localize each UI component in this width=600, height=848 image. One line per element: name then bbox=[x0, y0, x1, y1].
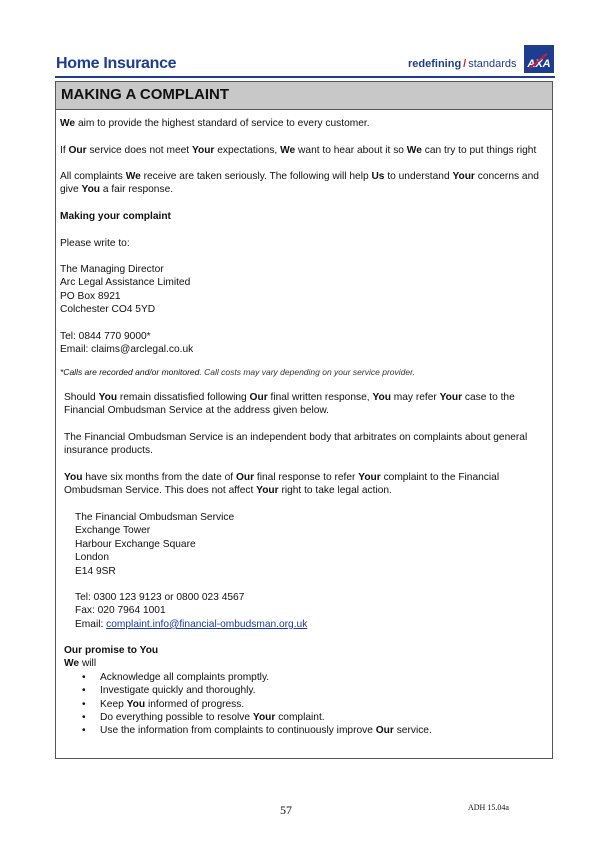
text-run: concerns and give bbox=[60, 171, 539, 196]
fos-contact-block bbox=[75, 591, 560, 631]
we-will-line bbox=[64, 657, 549, 670]
arc-address-line: The Managing Director bbox=[60, 264, 164, 275]
text-run: Acknowledge all complaints promptly. bbox=[100, 671, 270, 683]
calls-note-italic: *Calls are recorded and/or monitored. bbox=[60, 367, 202, 377]
arc-tel: Tel: 0844 770 9000* bbox=[60, 331, 151, 342]
fos-email-label: Email: bbox=[75, 618, 107, 630]
section-heading: MAKING A COMPLAINT bbox=[61, 86, 230, 103]
brand-tagline bbox=[408, 58, 517, 70]
emphasis-term: Your bbox=[252, 712, 276, 724]
arc-address-line: PO Box 8921 bbox=[60, 290, 121, 302]
text-run: Do everything possible to resolve bbox=[100, 712, 253, 724]
document-title: Home Insurance bbox=[56, 55, 177, 72]
text-run: All complaints bbox=[60, 171, 126, 182]
ombudsman-description-paragraph: The Financial Ombudsman Service is an independent body that arbitrates on complaints about general insurance products. bbox=[64, 432, 528, 457]
text-run: can try to put things right bbox=[421, 145, 537, 156]
emphasis-term: We bbox=[280, 145, 296, 156]
promise-list-item bbox=[64, 671, 549, 684]
emphasis-term: You bbox=[372, 392, 391, 403]
emphasis-term: We bbox=[406, 145, 422, 156]
tagline-rest: standards bbox=[468, 58, 517, 70]
tagline-bold: redefining bbox=[408, 58, 462, 70]
emphasis-term: We bbox=[125, 171, 141, 182]
text-run: complaint to the Financial Ombudsman Service. This does not affect bbox=[64, 472, 500, 497]
arc-email: Email: claims@arclegal.co.uk bbox=[60, 344, 194, 356]
logo-text: AXA bbox=[527, 58, 551, 70]
fos-email-row bbox=[75, 618, 560, 631]
text-run: service. bbox=[393, 725, 432, 737]
header-rule bbox=[55, 76, 555, 78]
text-run: If bbox=[60, 145, 69, 156]
fos-address-block bbox=[75, 511, 560, 578]
text-run: expectations, bbox=[214, 145, 281, 156]
emphasis-term: We bbox=[60, 118, 76, 129]
text-run: a fair response. bbox=[100, 184, 174, 196]
promise-list-item bbox=[64, 698, 549, 711]
text-run: complaint. bbox=[275, 712, 325, 724]
text-run: service does not meet bbox=[86, 145, 192, 156]
emphasis-term: You bbox=[64, 472, 83, 483]
intro-paragraph-3 bbox=[60, 170, 545, 197]
fos-fax: Fax: 020 7964 1001 bbox=[75, 605, 166, 617]
document-code: ADH 15.04a bbox=[468, 803, 509, 812]
emphasis-term: Your bbox=[358, 472, 381, 483]
fos-address-line: E14 9SR bbox=[75, 565, 116, 577]
promise-list-item bbox=[64, 711, 549, 724]
emphasis-term: Our bbox=[68, 145, 87, 156]
calls-note bbox=[60, 366, 545, 379]
fos-email-link[interactable]: complaint.info@financial-ombudsman.org.uk bbox=[106, 618, 308, 630]
text-run: to understand bbox=[384, 171, 453, 182]
section-heading-bar bbox=[56, 82, 552, 110]
text-run: final response to refer bbox=[254, 472, 359, 483]
emphasis-term: Us bbox=[371, 171, 385, 182]
arc-address-block bbox=[60, 263, 545, 317]
promise-list-item bbox=[64, 684, 549, 697]
arc-address-line: Colchester CO4 5YD bbox=[60, 304, 156, 316]
text-run: Use the information from complaints to continuously improve bbox=[100, 725, 376, 737]
fos-address-line: Exchange Tower bbox=[75, 525, 151, 537]
fos-tel: Tel: 0300 123 9123 or 0800 023 4567 bbox=[75, 592, 245, 603]
we-will-bold: We bbox=[64, 658, 80, 670]
please-write-text: Please write to: bbox=[60, 238, 130, 249]
fos-address-line: Harbour Exchange Square bbox=[75, 538, 196, 550]
text-run: aim to provide the highest standard of service to every customer. bbox=[75, 118, 370, 129]
arc-contact-block bbox=[60, 330, 545, 357]
emphasis-term: Your bbox=[452, 171, 475, 182]
emphasis-term: Our bbox=[375, 725, 394, 737]
text-run: may refer bbox=[390, 392, 440, 403]
promise-block bbox=[64, 644, 549, 738]
we-will-text: will bbox=[79, 658, 97, 670]
emphasis-term: You bbox=[98, 392, 118, 403]
page-number: 57 bbox=[280, 803, 292, 817]
emphasis-term: You bbox=[81, 184, 101, 196]
fos-address-line: London bbox=[75, 552, 109, 564]
promise-list-item bbox=[64, 724, 549, 737]
text-run: have six months from the date of bbox=[82, 472, 236, 483]
text-run: informed of progress. bbox=[145, 698, 245, 710]
intro-paragraph-1 bbox=[60, 117, 545, 130]
time-limit-paragraph bbox=[64, 471, 549, 498]
text-run: final written response, bbox=[267, 392, 373, 403]
emphasis-term: Our bbox=[249, 392, 268, 403]
text-run: Keep bbox=[100, 698, 127, 710]
axa-logo bbox=[524, 45, 554, 73]
promise-heading: Our promise to You bbox=[64, 645, 159, 656]
emphasis-term: Our bbox=[235, 472, 255, 483]
intro-paragraph-2 bbox=[60, 144, 545, 157]
text-run: Investigate quickly and thoroughly. bbox=[100, 685, 256, 697]
emphasis-term: You bbox=[126, 698, 146, 710]
making-complaint-heading: Making your complaint bbox=[60, 211, 171, 222]
fos-address-line: The Financial Ombudsman Service bbox=[75, 512, 235, 523]
arc-address-line: Arc Legal Assistance Limited bbox=[60, 277, 191, 289]
text-run: right to take legal action. bbox=[278, 485, 392, 497]
calls-note-rest: Call costs may vary depending on your service provider. bbox=[201, 367, 415, 377]
emphasis-term: Your bbox=[256, 485, 279, 497]
text-run: want to hear about it so bbox=[295, 145, 407, 156]
text-run: Should bbox=[64, 392, 99, 403]
emphasis-term: Your bbox=[439, 392, 463, 403]
promise-list bbox=[64, 671, 549, 738]
emphasis-term: Your bbox=[191, 145, 215, 156]
ombudsman-referral-paragraph bbox=[64, 391, 549, 418]
text-run: receive are taken seriously. The following will help bbox=[140, 171, 372, 182]
tagline-slash: / bbox=[463, 58, 467, 70]
text-run: remain dissatisfied following bbox=[117, 392, 250, 403]
text-run: case to the Financial Ombudsman Service at the address given below. bbox=[64, 392, 515, 417]
